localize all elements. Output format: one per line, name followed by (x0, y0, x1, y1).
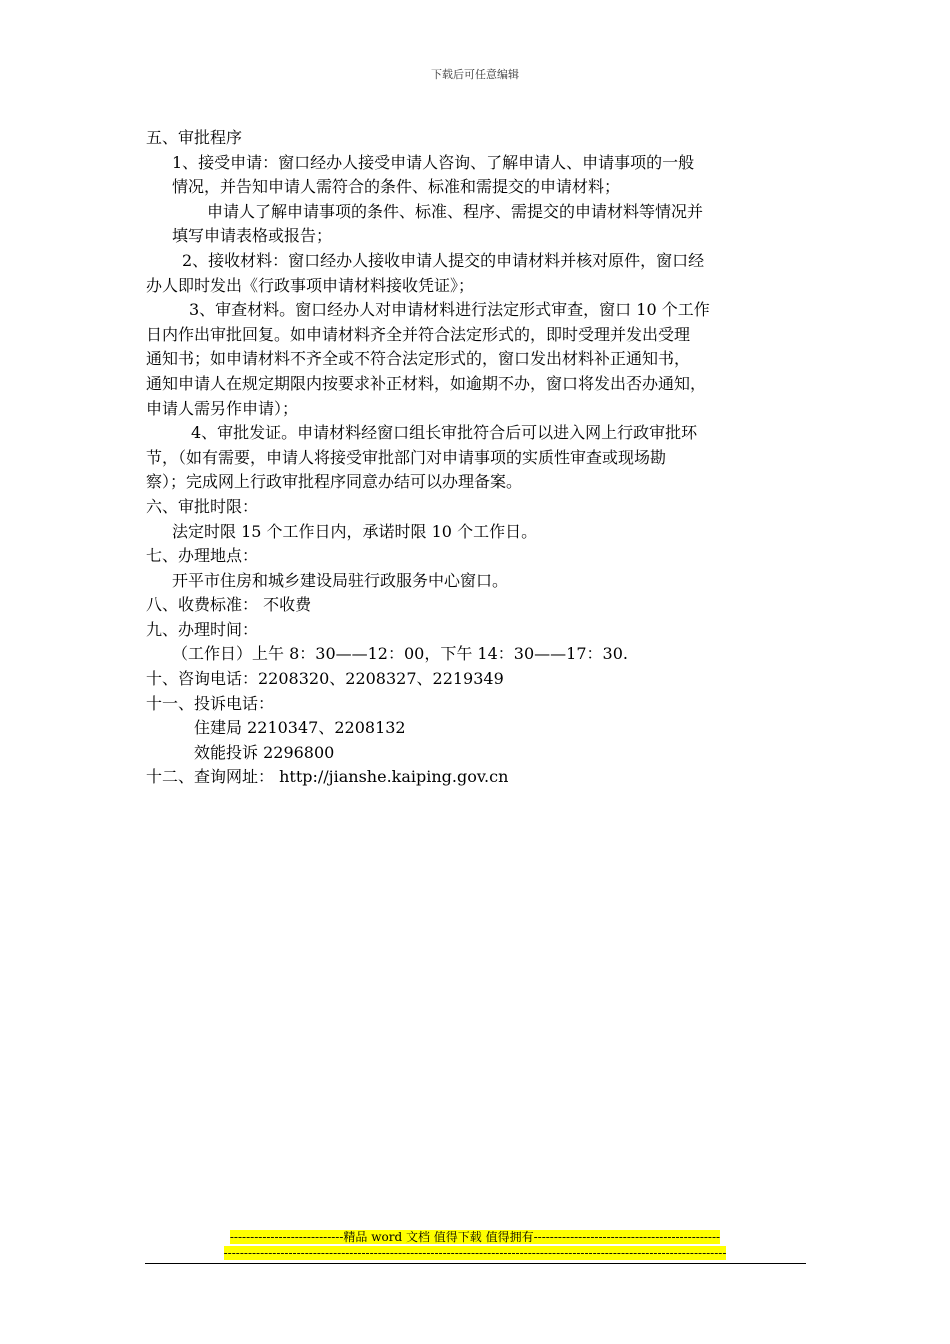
paragraph-line: 情况，并告知申请人需符合的条件、标准和需提交的申请材料； (172, 177, 621, 197)
paragraph-line: 通知申请人在规定期限内按要求补正材料，如逾期不办，窗口将发出否办通知， (146, 373, 707, 393)
footer-banner (0, 1230, 950, 1245)
paragraph-line: 办人即时发出《行政事项申请材料接收凭证》； (146, 275, 475, 295)
section-heading-approval-procedure: 五、审批程序 (146, 128, 243, 147)
paragraph-line: 日内作出审批回复。如申请材料齐全并符合法定形式的，即时受理并发出受理 (146, 324, 691, 344)
paragraph-line: 1、接受申请：窗口经办人接受申请人咨询、了解申请人、申请事项的一般 (172, 152, 695, 172)
paragraph-line: 2、接收材料：窗口经办人接收申请人提交的申请材料并核对原件，窗口经 (182, 250, 705, 270)
location-text: 开平市住房和城乡建设局驻行政服务中心窗口。 (172, 570, 509, 590)
paragraph-line: 通知书；如申请材料不齐全或不符合法定形式的，窗口发出材料补正通知书， (146, 349, 691, 369)
section-consult-phone: 十、咨询电话：2208320、2208327、2219349 (146, 669, 504, 689)
document-body (146, 126, 816, 790)
paragraph-line: 4、审批发证。申请材料经窗口组长审批符合后可以进入网上行政审批环 (191, 423, 698, 443)
paragraph-line: 节，（如有需要，申请人将接受审批部门对申请事项的实质性审查或现场勘 (146, 447, 667, 467)
footer-dash-line (0, 1246, 950, 1261)
section-heading-time-limit: 六、审批时限： (146, 496, 259, 516)
section-query-website: 十二、查询网址： http://jianshe.kaiping.gov.cn (146, 767, 509, 787)
footer-banner-text: ----------------------------精品 word 文档 值得下载 值得拥有---------------------------------------------- (229, 1230, 721, 1244)
paragraph-line: 填写申请表格或报告； (172, 226, 333, 246)
section-fee-standard: 八、收费标准： 不收费 (146, 595, 312, 615)
complaint-phone-housing: 住建局 2210347、2208132 (194, 718, 406, 738)
paragraph-line: 申请人了解申请事项的条件、标准、程序、需提交的申请材料等情况并 (207, 201, 704, 221)
section-heading-complaint-phone: 十一、投诉电话： (146, 693, 275, 713)
footer-dash-text: ---------------------------------------------------------------------------------------------------------------------------- (223, 1246, 727, 1260)
footer-rule (145, 1263, 806, 1264)
time-limit-text: 法定时限 15 个工作日内，承诺时限 10 个工作日。 (172, 521, 538, 541)
paragraph-line: 察）；完成网上行政审批程序同意办结可以办理备案。 (146, 472, 523, 492)
complaint-phone-efficiency: 效能投诉 2296800 (194, 742, 335, 762)
section-heading-office-hours: 九、办理时间： (146, 619, 259, 639)
paragraph-line: 3、审查材料。窗口经办人对申请材料进行法定形式审查，窗口 10 个工作 (189, 300, 710, 320)
paragraph-line: 申请人需另作申请）； (146, 398, 299, 418)
header-note: 下载后可任意编辑 (431, 68, 519, 81)
office-hours-text: （工作日）上午 8：30——12：00，下午 14：30——17：30. (172, 644, 628, 664)
section-heading-location: 七、办理地点： (146, 546, 259, 566)
